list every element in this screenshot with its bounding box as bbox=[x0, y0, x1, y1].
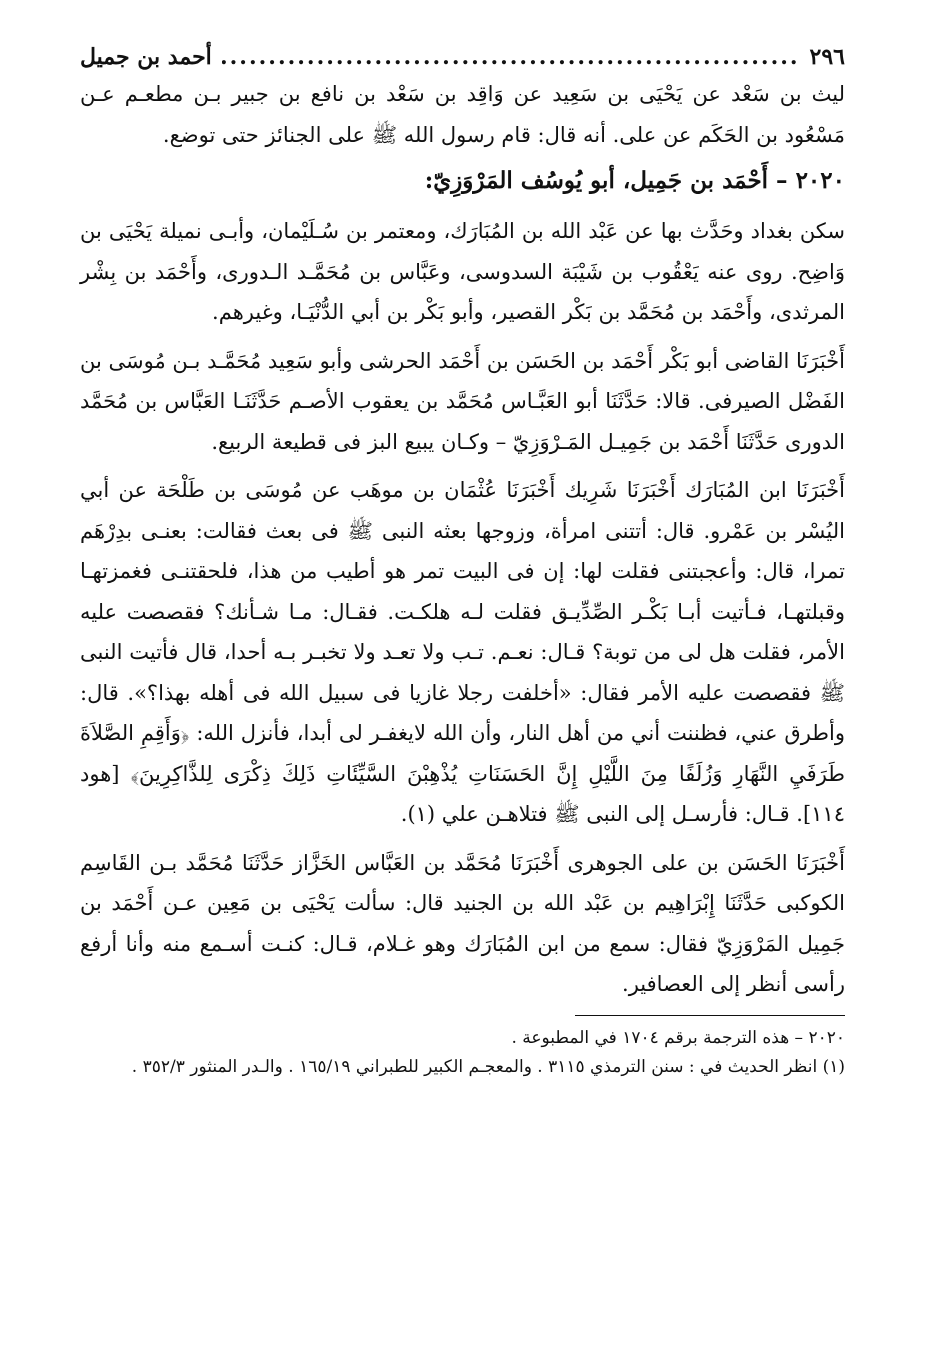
footnote-1: (١) انظر الحديث في : سنن الترمذي ٣١١٥ . والمعجـم الكبير للطبراني ١٦٥/١٩ . والـدر المنثور ٣٥٢/٣ . bbox=[131, 1056, 845, 1077]
isnad-paragraph: أَخْبَرَنَا القاضى أبو بَكْر أَحْمَد بن الحَسَن بن أَحْمَد الحرشى وأبو سَعِيد مُحَمَّـد بـن مُوسَى بن الفَضْل الصيرفى. قالا: حَدَّثَنَا أبو العَبَّـاس مُحَمَّد بن يعقوب الأصـم حَدَّثَنَـا العَبَّاس بن مُحَمَّد الدورى حَدَّثَنَا أَحْمَد بن جَمِيـل المَـرْوَزِيّ – وكـان يبيع البز فى قطيعة الربيع. bbox=[80, 348, 845, 454]
book-page bbox=[80, 40, 845, 1082]
closing-paragraph: أَخْبَرَنَا الحَسَن بن على الجوهرى أَخْبَرَنَا مُحَمَّد بن العَبَّاس الخَزَّاز حَدَّثَنَا مُحَمَّد بـن القَاسِم الكوكبى حَدَّثَنَا إِبْرَاهِيم بن عَبْد الله بن الجنيد قال: سألت يَحْيَى بن مَعِين عـن أَحْمَد بن جَمِيل المَرْوَزِيّ فقال: سمع من ابن المُبَارَك وهو غـلام، قـال: كنـت أسـمع منه وأنا أرفع رأسى أنظر إلى العصافير. bbox=[80, 850, 845, 996]
running-title: أحمد بن جميل bbox=[80, 44, 212, 70]
biography-paragraph: سكن بغداد وحَدَّث بها عن عَبْد الله بن المُبَارَك، ومعتمر بن سُـلَيْمان، وأبـى نميلة يَحْيَى بن وَاضِح. روى عنه يَعْقُوب بن شَيْبَة السدوسى، وعَبَّاس بن مُحَمَّـد الـدورى، وأَحْمَد بن بِشْر المرثدى، وأَحْمَد بن مُحَمَّد بن بَكْر القصير، وأبو بَكْر بن أبي الدُّنْيَـا، وغيرهم. bbox=[80, 219, 845, 324]
intro-paragraph: ليث بن سَعْد عن يَحْيَى بن سَعِيد عن وَاقِد بن سَعْد بن نافع بن جبير بـن مطعـم عـن مَسْعُود بن الحَكَم عن على. أنه قال: قام رسول الله ﷺ على الجنائز حتى توضع. bbox=[80, 82, 845, 147]
footnote-entry-number: ٢٠٢٠ – هذه الترجمة برقم ١٧٠٤ في المطبوعة . bbox=[511, 1027, 845, 1048]
hadith-paragraph: أَخْبَرَنَا ابن المُبَارَك أَخْبَرَنَا شَرِيك أَخْبَرَنَا عُثْمَان بن موهَب عن مُوسَى بن طَلْحَة عن أبي اليُسْر بن عَمْرو. قال: أتتنى امرأة، وزوجها بعثه النبى ﷺ فى بعث فقالت: بعنـى بدِرْهَم تمرا، قال: وأعجبتنى فقلت لها: إن فى البيت تمر هو أطيب من هذا، فلحقتنـى فغمزتهـا وقبلتهـا، فـأتيت أبـا بَكْـر الصِّدِّيـق فقلت لـه هلكـت. فقـال: مـا شـأنك؟ فقصصت عليه الأمر، فقلت هل لى من توبة؟ قـال: نعـم. تـب ولا تعـد ولا تخبـر بـه أحدا، قال فأتيت النبى ﷺ فقصصت عليه الأمر فقال: «أخلفت رجلا غازيا فى سبيل الله فى أهله بهذا؟». قال: وأطرق عني، فظننت أني من أهل النار، وأن الله لايغفـر لى أبدا، فأنزل الله: ﴿وَأَقِمِ الصَّلاَةَ طَرَفَيِ النَّهَارِ وَزُلَفًا مِنَ اللَّيْلِ إِنَّ الحَسَنَاتِ يُذْهِبْنَ السَّيِّئَاتِ ذَلِكَ ذِكْرَى لِلذَّاكِرِينَ﴾ [هود ١١٤]. قـال: فأرسـل إلى النبى ﷺ فتلاهـن علي (١). bbox=[80, 478, 845, 826]
leader-dots bbox=[222, 40, 800, 74]
running-header bbox=[80, 40, 845, 74]
entry-title: ٢٠٢٠ – أَحْمَد بن جَمِيل، أبو يُوسُف المَرْوَزِيّ: bbox=[424, 167, 845, 194]
footnote-separator bbox=[575, 1015, 845, 1016]
page-number: ٢٩٦ bbox=[809, 44, 845, 70]
